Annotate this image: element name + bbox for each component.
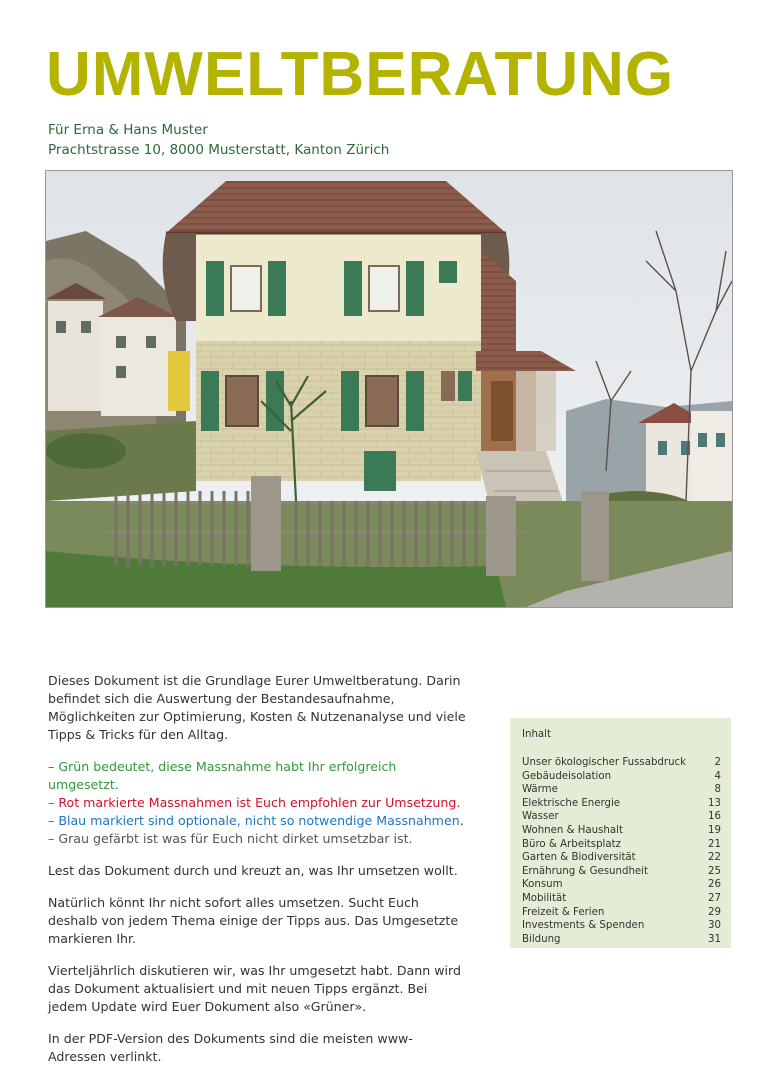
toc-item-label: Gebäudeisolation xyxy=(522,770,612,782)
toc-item-label: Garten & Biodiversität xyxy=(522,852,636,864)
toc-item-page: 22 xyxy=(708,852,721,864)
toc-item[interactable] xyxy=(522,756,721,770)
toc-item-page: 29 xyxy=(708,906,721,918)
toc-item-page: 8 xyxy=(714,784,721,796)
legend-item-implemented xyxy=(48,758,468,794)
toc-list xyxy=(522,756,721,946)
toc-item-label: Wasser xyxy=(522,811,559,823)
toc-item-page: 16 xyxy=(708,811,721,823)
legend-dash: – xyxy=(48,795,55,810)
legend-tail: . xyxy=(459,813,464,828)
toc-item-label: Wärme xyxy=(522,784,558,796)
toc-item-page: 31 xyxy=(708,933,721,945)
toc-item[interactable] xyxy=(522,783,721,797)
toc-item-page: 26 xyxy=(708,879,721,891)
toc-item-page: 19 xyxy=(708,824,721,836)
document-title: UMWELTBERATUNG xyxy=(46,40,675,109)
review-paragraph: Vierteljährlich diskutieren wir, was Ihr umgesetzt habt. Dann wird das Dokument aktualisiert und mit neuen Tipps ergänzt. Bei jedem Update wird Euer Dokument also «Grüner». xyxy=(48,963,461,1014)
toc-item-page: 27 xyxy=(708,892,721,904)
recipient-block xyxy=(48,120,389,160)
toc-item-page: 4 xyxy=(714,770,721,782)
toc-item-page: 2 xyxy=(714,757,721,768)
table-of-contents xyxy=(510,718,731,948)
legend-item-optional xyxy=(48,812,468,830)
toc-item-page: 30 xyxy=(708,920,721,932)
recipient-address: Prachtstrasse 10, 8000 Musterstatt, Kanton Zürich xyxy=(48,142,390,158)
toc-item[interactable] xyxy=(522,810,721,824)
toc-item-label: Bildung xyxy=(522,933,561,945)
legend-item-recommended xyxy=(48,794,468,812)
toc-item-page: 13 xyxy=(708,797,721,809)
toc-item-label: Unser ökologischer Fussabdruck xyxy=(522,757,687,768)
instruction-paragraph: Lest das Dokument durch und kreuzt an, was Ihr umsetzen wollt. xyxy=(48,863,458,878)
toc-item-label: Konsum xyxy=(522,879,563,891)
toc-item-label: Elektrische Energie xyxy=(522,797,621,809)
toc-item-label: Ernährung & Gesundheit xyxy=(522,865,648,877)
legend-text-implemented: Grün bedeutet, diese Massnahme habt Ihr erfolgreich umgesetzt. xyxy=(48,759,397,792)
toc-item-label: Freizeit & Ferien xyxy=(522,906,605,918)
intro-paragraph: Dieses Dokument ist die Grundlage Eurer Umweltberatung. Darin befindet sich die Auswertung der Bestandesaufnahme, Möglichkeiten zur Optimierung, Kosten & Nutzenanalyse und viele Tipps & Tricks für den Alltag. xyxy=(48,673,466,742)
toc-title: Inhalt xyxy=(522,729,551,740)
toc-item[interactable] xyxy=(522,933,721,947)
legend-dash: – xyxy=(48,813,55,828)
toc-item-page: 25 xyxy=(708,865,721,877)
legend-dash: – xyxy=(48,759,55,774)
toc-item-label: Investments & Spenden xyxy=(522,920,645,932)
intro-text xyxy=(48,672,468,1080)
house-photo xyxy=(45,170,733,608)
toc-item[interactable] xyxy=(522,906,721,920)
toc-item[interactable] xyxy=(522,865,721,879)
toc-item[interactable] xyxy=(522,770,721,784)
selection-paragraph: Natürlich könnt Ihr nicht sofort alles umsetzen. Sucht Euch deshalb von jedem Thema einige der Tipps aus. Das Umgesetzte markieren Ihr. xyxy=(48,895,459,946)
legend-dash: – xyxy=(48,831,55,846)
legend-text-optional: Blau markiert sind optionale, nicht so notwendige Massnahmen xyxy=(58,813,460,828)
toc-item[interactable] xyxy=(522,892,721,906)
toc-item[interactable] xyxy=(522,838,721,852)
toc-item[interactable] xyxy=(522,919,721,933)
color-legend xyxy=(48,758,468,848)
recipient-names: Für Erna & Hans Muster xyxy=(48,122,208,138)
toc-item[interactable] xyxy=(522,797,721,811)
toc-item[interactable] xyxy=(522,824,721,838)
toc-item[interactable] xyxy=(522,878,721,892)
pdf-links-note: In der PDF-Version des Dokuments sind die meisten www-Adressen verlinkt. xyxy=(48,1031,413,1064)
toc-item-label: Mobilität xyxy=(522,892,567,904)
legend-text-recommended: Rot markierte Massnahmen ist Euch empfohlen zur Umsetzung. xyxy=(58,795,461,810)
legend-text-not-applicable: Grau gefärbt ist was für Euch nicht dirket umsetzbar ist. xyxy=(58,831,413,846)
toc-item-label: Büro & Arbeitsplatz xyxy=(522,838,621,850)
legend-item-not-applicable xyxy=(48,830,468,848)
toc-item-label: Wohnen & Haushalt xyxy=(522,824,623,836)
toc-item-page: 21 xyxy=(708,838,721,850)
toc-item[interactable] xyxy=(522,851,721,865)
